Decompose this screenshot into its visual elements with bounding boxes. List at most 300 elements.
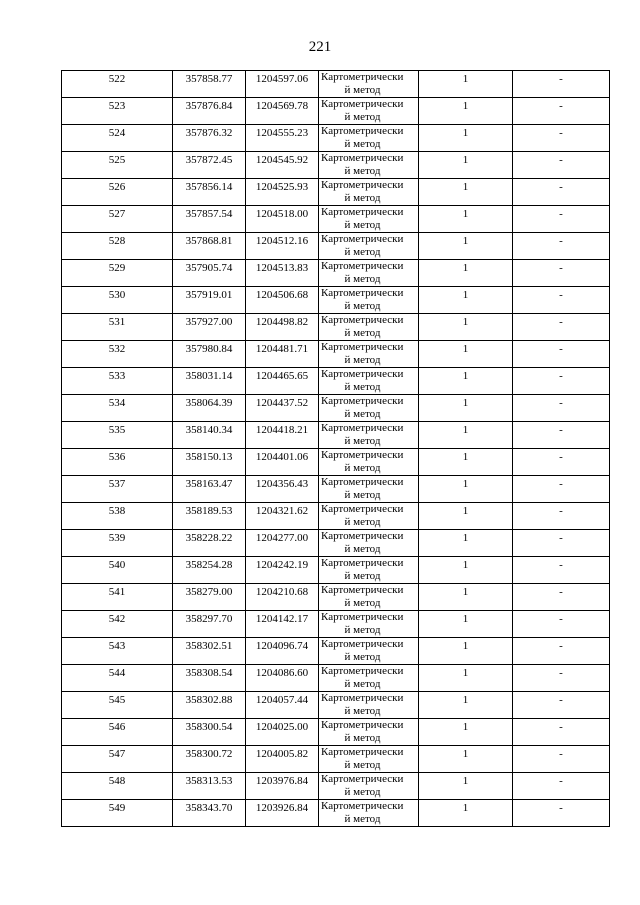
note-cell	[513, 746, 610, 773]
y-coordinate-cell	[246, 773, 319, 800]
point-number-cell	[62, 368, 173, 395]
x-coordinate-cell	[173, 125, 246, 152]
accuracy-cell	[419, 341, 513, 368]
y-coordinate-cell-text: 1204555.23	[255, 127, 309, 139]
note-cell-text: -	[559, 775, 563, 787]
method-text-line2: й метод	[344, 516, 381, 528]
page-number: 221	[308, 39, 332, 55]
note-cell	[513, 557, 610, 584]
table-row	[62, 368, 610, 395]
method-cell	[319, 260, 419, 287]
accuracy-cell-text: 1	[462, 262, 469, 274]
accuracy-cell-text: 1	[462, 505, 469, 517]
x-coordinate-cell-text: 357872.45	[185, 154, 233, 166]
table-row	[62, 557, 610, 584]
table-row	[62, 503, 610, 530]
x-coordinate-cell-text: 358297.70	[185, 613, 233, 625]
point-number-cell-text: 536	[108, 451, 126, 463]
accuracy-cell	[419, 314, 513, 341]
note-cell-text: -	[559, 532, 563, 544]
note-cell-text: -	[559, 802, 563, 814]
point-number-cell-text: 533	[108, 370, 126, 382]
point-number-cell-text: 535	[108, 424, 126, 436]
x-coordinate-cell	[173, 584, 246, 611]
x-coordinate-cell	[173, 71, 246, 98]
x-coordinate-cell-text: 358189.53	[185, 505, 233, 517]
point-number-cell	[62, 152, 173, 179]
y-coordinate-cell-text: 1204277.00	[255, 532, 309, 544]
accuracy-cell-text: 1	[462, 478, 469, 490]
y-coordinate-cell	[246, 476, 319, 503]
note-cell	[513, 260, 610, 287]
x-coordinate-cell-text: 358308.54	[185, 667, 233, 679]
method-text-line2: й метод	[344, 165, 381, 177]
note-cell-text: -	[559, 397, 563, 409]
point-number-cell	[62, 557, 173, 584]
accuracy-cell-text: 1	[462, 73, 469, 85]
point-number-cell-text: 527	[108, 208, 126, 220]
method-text-line1: Картометрически	[321, 611, 404, 623]
point-number-cell	[62, 260, 173, 287]
x-coordinate-cell	[173, 233, 246, 260]
method-text-line1: Картометрически	[321, 152, 404, 164]
method-cell	[319, 530, 419, 557]
method-text-line1: Картометрически	[321, 584, 404, 596]
y-coordinate-cell-text: 1204597.06	[255, 73, 309, 85]
x-coordinate-cell-text: 358302.51	[185, 640, 233, 652]
method-text-line2: й метод	[344, 732, 381, 744]
accuracy-cell-text: 1	[462, 289, 469, 301]
accuracy-cell-text: 1	[462, 532, 469, 544]
note-cell-text: -	[559, 640, 563, 652]
x-coordinate-cell-text: 358313.53	[185, 775, 233, 787]
accuracy-cell	[419, 746, 513, 773]
y-coordinate-cell	[246, 152, 319, 179]
method-text-line2: й метод	[344, 300, 381, 312]
table-row	[62, 260, 610, 287]
x-coordinate-cell	[173, 152, 246, 179]
note-cell	[513, 773, 610, 800]
method-text-line2: й метод	[344, 408, 381, 420]
accuracy-cell	[419, 557, 513, 584]
point-number-cell-text: 534	[108, 397, 126, 409]
x-coordinate-cell	[173, 557, 246, 584]
method-cell	[319, 233, 419, 260]
coordinates-table-body	[62, 71, 610, 827]
method-text-line2: й метод	[344, 192, 381, 204]
method-cell	[319, 584, 419, 611]
x-coordinate-cell-text: 358300.72	[185, 748, 233, 760]
x-coordinate-cell-text: 358064.39	[185, 397, 233, 409]
point-number-cell	[62, 125, 173, 152]
point-number-cell	[62, 98, 173, 125]
note-cell	[513, 71, 610, 98]
point-number-cell-text: 546	[108, 721, 126, 733]
method-text-line1: Картометрически	[321, 773, 404, 785]
accuracy-cell-text: 1	[462, 667, 469, 679]
accuracy-cell-text: 1	[462, 559, 469, 571]
method-text-line1: Картометрически	[321, 665, 404, 677]
y-coordinate-cell	[246, 395, 319, 422]
method-text-line2: й метод	[344, 651, 381, 663]
note-cell	[513, 449, 610, 476]
accuracy-cell	[419, 368, 513, 395]
accuracy-cell	[419, 233, 513, 260]
y-coordinate-cell	[246, 665, 319, 692]
x-coordinate-cell	[173, 287, 246, 314]
accuracy-cell	[419, 665, 513, 692]
point-number-cell	[62, 341, 173, 368]
y-coordinate-cell	[246, 287, 319, 314]
note-cell-text: -	[559, 559, 563, 571]
method-cell	[319, 449, 419, 476]
accuracy-cell	[419, 152, 513, 179]
accuracy-cell-text: 1	[462, 775, 469, 787]
method-text-line2: й метод	[344, 570, 381, 582]
accuracy-cell	[419, 584, 513, 611]
point-number-cell	[62, 503, 173, 530]
note-cell	[513, 98, 610, 125]
x-coordinate-cell-text: 358343.70	[185, 802, 233, 814]
x-coordinate-cell	[173, 503, 246, 530]
x-coordinate-cell	[173, 395, 246, 422]
y-coordinate-cell-text: 1204356.43	[255, 478, 309, 490]
point-number-cell-text: 528	[108, 235, 126, 247]
x-coordinate-cell	[173, 530, 246, 557]
point-number-cell-text: 542	[108, 613, 126, 625]
x-coordinate-cell	[173, 638, 246, 665]
point-number-cell-text: 522	[108, 73, 126, 85]
y-coordinate-cell	[246, 638, 319, 665]
point-number-cell	[62, 71, 173, 98]
y-coordinate-cell	[246, 179, 319, 206]
point-number-cell	[62, 692, 173, 719]
note-cell	[513, 719, 610, 746]
accuracy-cell-text: 1	[462, 235, 469, 247]
point-number-cell	[62, 233, 173, 260]
note-cell-text: -	[559, 100, 563, 112]
note-cell-text: -	[559, 154, 563, 166]
accuracy-cell	[419, 638, 513, 665]
note-cell	[513, 206, 610, 233]
method-text-line1: Картометрически	[321, 719, 404, 731]
note-cell-text: -	[559, 667, 563, 679]
accuracy-cell-text: 1	[462, 100, 469, 112]
y-coordinate-cell-text: 1204512.16	[255, 235, 309, 247]
note-cell	[513, 395, 610, 422]
method-cell	[319, 746, 419, 773]
x-coordinate-cell	[173, 368, 246, 395]
y-coordinate-cell-text: 1204545.92	[255, 154, 309, 166]
note-cell	[513, 125, 610, 152]
note-cell	[513, 314, 610, 341]
y-coordinate-cell	[246, 341, 319, 368]
point-number-cell	[62, 287, 173, 314]
y-coordinate-cell-text: 1204465.65	[255, 370, 309, 382]
y-coordinate-cell-text: 1204210.68	[255, 586, 309, 598]
accuracy-cell	[419, 206, 513, 233]
table-row	[62, 179, 610, 206]
accuracy-cell	[419, 179, 513, 206]
table-row	[62, 287, 610, 314]
table-row	[62, 692, 610, 719]
point-number-cell	[62, 422, 173, 449]
table-row	[62, 719, 610, 746]
y-coordinate-cell-text: 1204401.06	[255, 451, 309, 463]
note-cell	[513, 665, 610, 692]
point-number-cell-text: 539	[108, 532, 126, 544]
table-row	[62, 665, 610, 692]
method-cell	[319, 557, 419, 584]
x-coordinate-cell-text: 358031.14	[185, 370, 233, 382]
method-text-line2: й метод	[344, 273, 381, 285]
method-text-line1: Картометрически	[321, 503, 404, 515]
accuracy-cell-text: 1	[462, 424, 469, 436]
table-row	[62, 341, 610, 368]
accuracy-cell-text: 1	[462, 694, 469, 706]
accuracy-cell-text: 1	[462, 613, 469, 625]
point-number-cell-text: 538	[108, 505, 126, 517]
y-coordinate-cell	[246, 233, 319, 260]
accuracy-cell	[419, 476, 513, 503]
method-text-line2: й метод	[344, 543, 381, 555]
method-text-line2: й метод	[344, 354, 381, 366]
y-coordinate-cell	[246, 692, 319, 719]
accuracy-cell	[419, 719, 513, 746]
table-row	[62, 98, 610, 125]
x-coordinate-cell	[173, 746, 246, 773]
y-coordinate-cell-text: 1203976.84	[255, 775, 309, 787]
method-text-line2: й метод	[344, 678, 381, 690]
y-coordinate-cell	[246, 530, 319, 557]
method-text-line2: й метод	[344, 435, 381, 447]
note-cell-text: -	[559, 262, 563, 274]
point-number-cell	[62, 638, 173, 665]
point-number-cell	[62, 611, 173, 638]
note-cell	[513, 152, 610, 179]
note-cell-text: -	[559, 127, 563, 139]
y-coordinate-cell	[246, 449, 319, 476]
y-coordinate-cell-text: 1204418.21	[255, 424, 309, 436]
method-cell	[319, 665, 419, 692]
method-cell	[319, 503, 419, 530]
y-coordinate-cell-text: 1204525.93	[255, 181, 309, 193]
y-coordinate-cell-text: 1204321.62	[255, 505, 309, 517]
method-text-line2: й метод	[344, 138, 381, 150]
x-coordinate-cell-text: 358150.13	[185, 451, 233, 463]
point-number-cell	[62, 584, 173, 611]
point-number-cell-text: 524	[108, 127, 126, 139]
method-text-line1: Картометрически	[321, 476, 404, 488]
x-coordinate-cell	[173, 692, 246, 719]
method-text-line2: й метод	[344, 327, 381, 339]
method-cell	[319, 368, 419, 395]
y-coordinate-cell-text: 1204518.00	[255, 208, 309, 220]
table-row	[62, 638, 610, 665]
point-number-cell	[62, 449, 173, 476]
method-text-line1: Картометрически	[321, 638, 404, 650]
table-row	[62, 314, 610, 341]
point-number-cell	[62, 719, 173, 746]
accuracy-cell-text: 1	[462, 748, 469, 760]
x-coordinate-cell	[173, 98, 246, 125]
point-number-cell-text: 541	[108, 586, 126, 598]
point-number-cell-text: 529	[108, 262, 126, 274]
method-text-line1: Картометрически	[321, 125, 404, 137]
note-cell-text: -	[559, 721, 563, 733]
method-text-line1: Картометрически	[321, 395, 404, 407]
note-cell	[513, 233, 610, 260]
method-cell	[319, 800, 419, 827]
y-coordinate-cell	[246, 260, 319, 287]
x-coordinate-cell-text: 357919.01	[185, 289, 233, 301]
method-text-line1: Картометрически	[321, 368, 404, 380]
method-text-line2: й метод	[344, 381, 381, 393]
accuracy-cell	[419, 773, 513, 800]
y-coordinate-cell-text: 1204005.82	[255, 748, 309, 760]
note-cell-text: -	[559, 235, 563, 247]
method-text-line1: Картометрически	[321, 98, 404, 110]
accuracy-cell	[419, 287, 513, 314]
note-cell-text: -	[559, 694, 563, 706]
table-row	[62, 746, 610, 773]
y-coordinate-cell	[246, 719, 319, 746]
x-coordinate-cell-text: 357927.00	[185, 316, 233, 328]
y-coordinate-cell	[246, 611, 319, 638]
note-cell	[513, 584, 610, 611]
method-text-line1: Картометрически	[321, 422, 404, 434]
table-row	[62, 611, 610, 638]
point-number-cell-text: 543	[108, 640, 126, 652]
method-cell	[319, 98, 419, 125]
accuracy-cell-text: 1	[462, 208, 469, 220]
method-cell	[319, 422, 419, 449]
y-coordinate-cell-text: 1204096.74	[255, 640, 309, 652]
y-coordinate-cell-text: 1204142.17	[255, 613, 309, 625]
y-coordinate-cell-text: 1204498.82	[255, 316, 309, 328]
method-text-line2: й метод	[344, 705, 381, 717]
note-cell	[513, 476, 610, 503]
table-row	[62, 233, 610, 260]
x-coordinate-cell	[173, 719, 246, 746]
table-row	[62, 800, 610, 827]
x-coordinate-cell-text: 357980.84	[185, 343, 233, 355]
x-coordinate-cell-text: 357856.14	[185, 181, 233, 193]
table-row	[62, 125, 610, 152]
accuracy-cell-text: 1	[462, 451, 469, 463]
note-cell-text: -	[559, 208, 563, 220]
method-cell	[319, 611, 419, 638]
method-cell	[319, 206, 419, 233]
point-number-cell	[62, 179, 173, 206]
y-coordinate-cell-text: 1204086.60	[255, 667, 309, 679]
x-coordinate-cell	[173, 422, 246, 449]
x-coordinate-cell	[173, 179, 246, 206]
point-number-cell-text: 549	[108, 802, 126, 814]
y-coordinate-cell-text: 1204025.00	[255, 721, 309, 733]
accuracy-cell-text: 1	[462, 181, 469, 193]
accuracy-cell-text: 1	[462, 316, 469, 328]
note-cell-text: -	[559, 73, 563, 85]
method-text-line1: Картометрически	[321, 530, 404, 542]
x-coordinate-cell-text: 358163.47	[185, 478, 233, 490]
point-number-cell-text: 540	[108, 559, 126, 571]
accuracy-cell	[419, 395, 513, 422]
method-text-line1: Картометрически	[321, 449, 404, 461]
method-text-line1: Картометрически	[321, 692, 404, 704]
method-cell	[319, 71, 419, 98]
point-number-cell-text: 530	[108, 289, 126, 301]
note-cell	[513, 287, 610, 314]
accuracy-cell	[419, 503, 513, 530]
accuracy-cell-text: 1	[462, 154, 469, 166]
method-cell	[319, 152, 419, 179]
note-cell-text: -	[559, 370, 563, 382]
accuracy-cell	[419, 449, 513, 476]
method-text-line1: Картометрически	[321, 260, 404, 272]
y-coordinate-cell	[246, 800, 319, 827]
table-row	[62, 584, 610, 611]
y-coordinate-cell	[246, 557, 319, 584]
x-coordinate-cell-text: 357905.74	[185, 262, 233, 274]
point-number-cell-text: 523	[108, 100, 126, 112]
method-text-line2: й метод	[344, 786, 381, 798]
accuracy-cell-text: 1	[462, 802, 469, 814]
point-number-cell	[62, 773, 173, 800]
x-coordinate-cell	[173, 206, 246, 233]
y-coordinate-cell	[246, 368, 319, 395]
table-row	[62, 476, 610, 503]
note-cell-text: -	[559, 316, 563, 328]
accuracy-cell-text: 1	[462, 721, 469, 733]
method-cell	[319, 341, 419, 368]
table-row	[62, 773, 610, 800]
method-text-line2: й метод	[344, 624, 381, 636]
point-number-cell-text: 526	[108, 181, 126, 193]
note-cell-text: -	[559, 505, 563, 517]
method-text-line1: Картометрически	[321, 800, 404, 812]
accuracy-cell-text: 1	[462, 370, 469, 382]
y-coordinate-cell-text: 1204506.68	[255, 289, 309, 301]
x-coordinate-cell-text: 358279.00	[185, 586, 233, 598]
method-cell	[319, 395, 419, 422]
y-coordinate-cell	[246, 206, 319, 233]
method-cell	[319, 179, 419, 206]
point-number-cell	[62, 476, 173, 503]
accuracy-cell	[419, 692, 513, 719]
y-coordinate-cell	[246, 422, 319, 449]
point-number-cell	[62, 395, 173, 422]
x-coordinate-cell	[173, 665, 246, 692]
accuracy-cell-text: 1	[462, 397, 469, 409]
y-coordinate-cell	[246, 98, 319, 125]
note-cell	[513, 179, 610, 206]
note-cell-text: -	[559, 613, 563, 625]
y-coordinate-cell-text: 1204481.71	[255, 343, 309, 355]
point-number-cell-text: 545	[108, 694, 126, 706]
method-cell	[319, 476, 419, 503]
table-row	[62, 71, 610, 98]
point-number-cell-text: 544	[108, 667, 126, 679]
method-text-line2: й метод	[344, 489, 381, 501]
point-number-cell-text: 548	[108, 775, 126, 787]
accuracy-cell	[419, 71, 513, 98]
x-coordinate-cell	[173, 314, 246, 341]
accuracy-cell	[419, 125, 513, 152]
method-text-line1: Картометрически	[321, 314, 404, 326]
method-cell	[319, 287, 419, 314]
table-row	[62, 206, 610, 233]
